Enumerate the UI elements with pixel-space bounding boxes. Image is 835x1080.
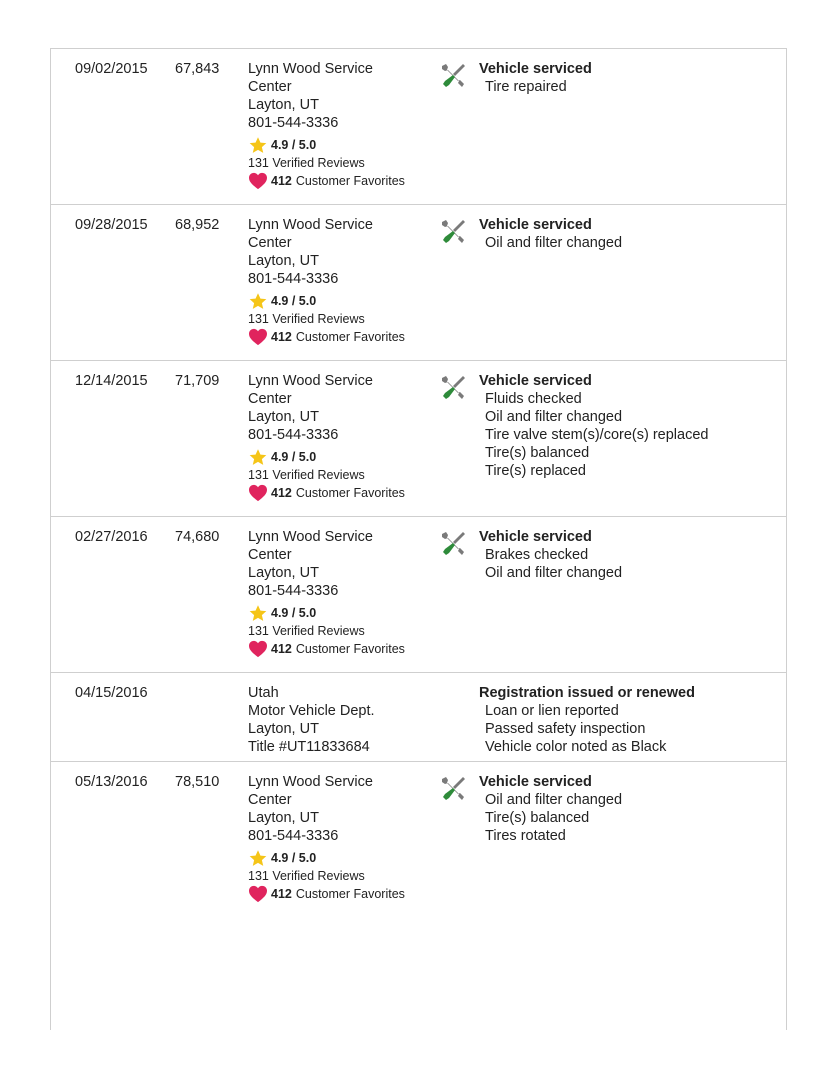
source-line: Layton, UT [248,97,319,113]
favorites-label: Customer Favorites [295,886,405,901]
record-date: 05/13/2016 [75,774,148,790]
source-line: Utah [248,685,279,701]
history-records-list [51,48,786,930]
verified-reviews-link[interactable]: 131 Verified Reviews [248,156,365,170]
history-record-row [51,517,786,673]
record-detail-item: Tire(s) replaced [485,463,586,479]
record-title: Registration issued or renewed [479,685,695,701]
record-detail-item: Tire repaired [485,79,567,95]
record-detail-item: Oil and filter changed [485,409,623,425]
rating-line [248,448,433,467]
record-odometer: 74,680 [175,529,220,545]
source-line: Lynn Wood Service [248,61,373,77]
record-date: 12/14/2015 [75,373,148,389]
source-line: Lynn Wood Service [248,774,373,790]
source-line: Center [248,235,292,251]
source-line: Lynn Wood Service [248,529,373,545]
rating-line [248,292,433,311]
record-odometer: 78,510 [175,774,220,790]
record-title: Vehicle serviced [479,217,592,233]
favorites-count: 412 [271,641,292,656]
source-line: Layton, UT [248,721,319,737]
record-detail-item: Tire(s) balanced [485,810,590,826]
star-icon [248,849,268,868]
source-line: 801-544-3336 [248,427,339,443]
record-detail-item: Brakes checked [485,547,589,563]
rating-value: 4.9 / 5.0 [271,138,317,152]
record-detail-item: Tire(s) balanced [485,445,590,461]
rating-value: 4.9 / 5.0 [271,294,317,308]
source-line: Center [248,79,292,95]
record-detail-item: Fluids checked [485,391,582,407]
record-detail-item: Oil and filter changed [485,235,623,251]
rating-line [248,849,433,868]
vehicle-history-panel [50,48,787,1030]
record-detail-item: Tires rotated [485,828,566,844]
customer-favorites [248,885,433,903]
source-line: Layton, UT [248,253,319,269]
record-title: Vehicle serviced [479,61,592,77]
record-source [248,528,433,658]
favorites-count: 412 [271,886,292,901]
source-line: Title #UT11833684 [248,739,370,755]
record-title: Vehicle serviced [479,529,592,545]
source-line: Layton, UT [248,565,319,581]
star-icon [248,292,268,311]
verified-reviews-link[interactable]: 131 Verified Reviews [248,312,365,326]
record-title: Vehicle serviced [479,373,592,389]
heart-icon [248,328,268,346]
favorites-count: 412 [271,485,292,500]
verified-reviews-link[interactable]: 131 Verified Reviews [248,624,365,638]
record-details [479,773,779,845]
history-record-row [51,762,786,930]
record-details [479,216,779,252]
heart-icon [248,172,268,190]
heart-icon [248,640,268,658]
source-line: 801-544-3336 [248,828,339,844]
record-details [479,372,779,480]
record-detail-item: Tire valve stem(s)/core(s) replaced [485,427,709,443]
history-record-row [51,49,786,205]
record-source [248,684,433,756]
favorites-label: Customer Favorites [295,329,405,344]
record-source [248,216,433,346]
record-detail-item: Oil and filter changed [485,565,623,581]
record-detail-item: Vehicle color noted as Black [485,739,667,755]
source-line: Lynn Wood Service [248,217,373,233]
record-date: 02/27/2016 [75,529,148,545]
source-line: 801-544-3336 [248,583,339,599]
record-date: 09/28/2015 [75,217,148,233]
record-date: 09/02/2015 [75,61,148,77]
source-line: Center [248,391,292,407]
heart-icon [248,484,268,502]
record-title: Vehicle serviced [479,774,592,790]
rating-line [248,136,433,155]
customer-favorites [248,172,433,190]
history-record-row [51,205,786,361]
source-line: Center [248,792,292,808]
record-details [479,60,779,96]
service-tools-icon [438,217,468,247]
rating-value: 4.9 / 5.0 [271,450,317,464]
service-tools-icon [438,373,468,403]
rating-value: 4.9 / 5.0 [271,606,317,620]
record-odometer: 71,709 [175,373,220,389]
verified-reviews-link[interactable]: 131 Verified Reviews [248,468,365,482]
verified-reviews-link[interactable]: 131 Verified Reviews [248,869,365,883]
source-line: 801-544-3336 [248,271,339,287]
service-tools-icon [438,529,468,559]
favorites-count: 412 [271,329,292,344]
history-record-row [51,361,786,517]
record-odometer: 68,952 [175,217,220,233]
favorites-label: Customer Favorites [295,173,405,188]
history-record-row [51,673,786,762]
record-details [479,528,779,582]
record-details [479,684,779,756]
service-tools-icon [438,774,468,804]
source-line: Layton, UT [248,810,319,826]
customer-favorites [248,484,433,502]
favorites-count: 412 [271,173,292,188]
record-detail-item: Oil and filter changed [485,792,623,808]
record-source [248,372,433,502]
rating-value: 4.9 / 5.0 [271,851,317,865]
source-line: Layton, UT [248,409,319,425]
record-detail-item: Loan or lien reported [485,703,619,719]
favorites-label: Customer Favorites [295,641,405,656]
source-line: Center [248,547,292,563]
favorites-label: Customer Favorites [295,485,405,500]
record-odometer: 67,843 [175,61,220,77]
rating-line [248,604,433,623]
star-icon [248,136,268,155]
record-source [248,60,433,190]
source-line: 801-544-3336 [248,115,339,131]
record-source [248,773,433,903]
heart-icon [248,885,268,903]
star-icon [248,448,268,467]
source-line: Lynn Wood Service [248,373,373,389]
service-tools-icon [438,61,468,91]
record-date: 04/15/2016 [75,685,148,701]
customer-favorites [248,640,433,658]
star-icon [248,604,268,623]
customer-favorites [248,328,433,346]
source-line: Motor Vehicle Dept. [248,703,375,719]
record-detail-item: Passed safety inspection [485,721,646,737]
